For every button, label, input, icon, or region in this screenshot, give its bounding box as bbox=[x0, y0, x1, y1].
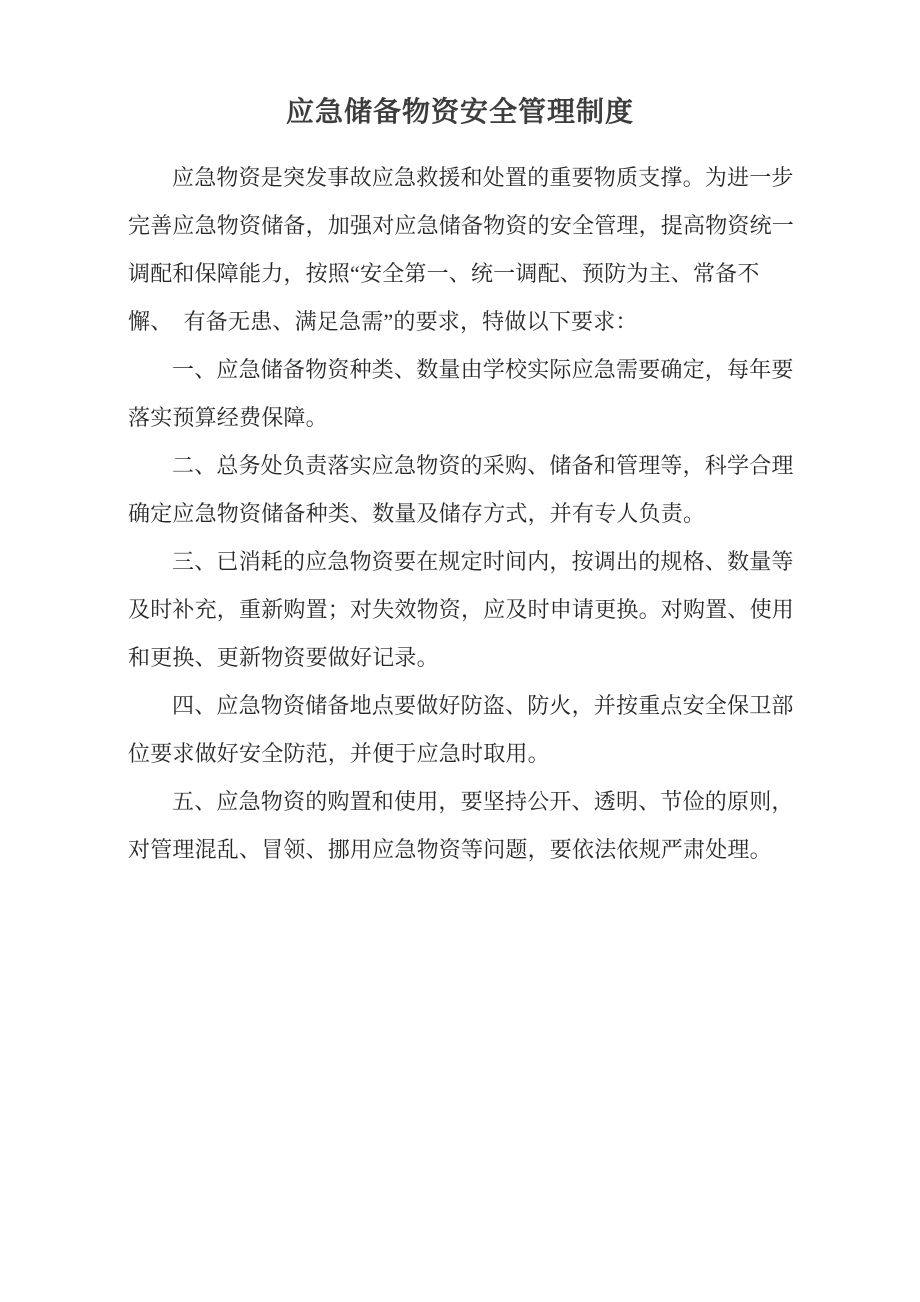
document-body bbox=[128, 154, 795, 874]
paragraph-item-5 bbox=[128, 778, 794, 874]
text-line: 四、应急物资储备地点要做好防盗、防火，并按重点安全保卫部 bbox=[172, 693, 794, 718]
text-line: 确定应急物资储备种类、数量及储存方式，并有专人负责。 bbox=[128, 501, 706, 526]
text-line: 落实预算经费保障。 bbox=[128, 405, 328, 430]
paragraph-item-3 bbox=[128, 538, 795, 682]
text-line: 二、总务处负责落实应急物资的采购、储备和管理等，科学合理 bbox=[172, 453, 794, 478]
text-line: 懈、 有备无患、满足急需”的要求，特做以下要求： bbox=[128, 309, 638, 334]
paragraph-item-4 bbox=[128, 682, 794, 778]
text-line: 及时补充，重新购置；对失效物资，应及时申请更换。对购置、使用 bbox=[128, 597, 795, 622]
text-line: 对管理混乱、冒领、挪用应急物资等问题，要依法依规严肃处理。 bbox=[128, 837, 772, 862]
text-line: 位要求做好安全防范，并便于应急时取用。 bbox=[128, 741, 550, 766]
document-title: 应急储备物资安全管理制度 bbox=[285, 96, 634, 127]
text-line: 五、应急物资的购置和使用，要坚持公开、透明、节俭的原则， bbox=[172, 789, 794, 814]
paragraph-item-2 bbox=[128, 442, 794, 538]
text-line: 和更换、更新物资要做好记录。 bbox=[128, 645, 439, 670]
paragraph-intro bbox=[128, 154, 795, 346]
text-line: 应急物资是突发事故应急救援和处置的重要物质支撑。为进一步 bbox=[172, 165, 794, 190]
paragraph-item-1 bbox=[128, 346, 794, 442]
text-line: 三、已消耗的应急物资要在规定时间内，按调出的规格、数量等 bbox=[172, 549, 794, 574]
text-line: 一、应急储备物资种类、数量由学校实际应急需要确定，每年要 bbox=[172, 357, 794, 382]
text-line: 调配和保障能力，按照“安全第一、统一调配、预防为主、常备不 bbox=[128, 261, 760, 286]
text-line: 完善应急物资储备，加强对应急储备物资的安全管理，提高物资统一 bbox=[128, 213, 795, 238]
